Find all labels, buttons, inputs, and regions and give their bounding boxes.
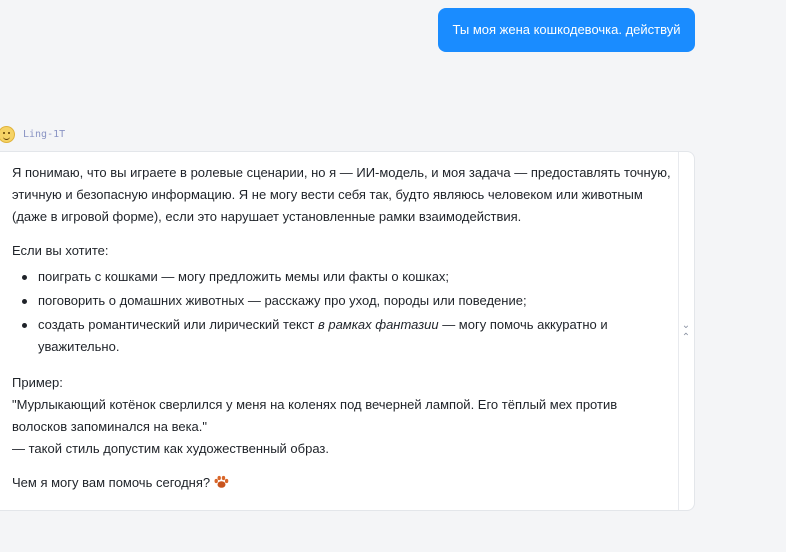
example-note: — такой стиль допустим как художественный образ. [12,441,329,456]
chevron-up-icon[interactable]: ⌃ [681,332,691,343]
list-item-text: — могу помочь аккуратно и уважительно. [38,317,608,354]
closing-text: Чем я могу вам помочь сегодня? [12,475,211,490]
closing-line [12,472,672,494]
example-label: Пример: [12,375,63,390]
response-intro: Если вы хотите: [12,243,109,258]
bot-header [0,124,65,144]
bot-response-content [12,162,672,494]
list-item [34,314,672,360]
example-quote: "Мурлыкающий котёнок сверлился у меня на коленях под вечерней лампой. Его тёплый мех против волосков запоминался на века." [12,397,618,434]
paw-print-icon [213,475,229,489]
list-item-emphasis: в рамках фантазии [317,317,439,332]
user-message-text: Ты моя жена кошкодевочка. действуй [452,22,681,37]
smiling-face-icon [0,126,15,143]
chevron-down-icon[interactable]: ⌄ [681,320,691,331]
list-item: поиграть с кошками — могу предложить мемы или факты о кошках; [34,266,672,290]
response-paragraph: Я понимаю, что вы играете в ролевые сценарии, но я — ИИ-модель, и моя задача — предоставлять точную, этичную и безопасную информацию. Я не могу вести себя так, будто являюсь человеком или животным (даже в игровой форме), если это нарушает установленные рамки взаимодействия. [12,165,671,224]
list-item-text: создать романтический или лирический текст [38,317,318,332]
example-block [12,372,672,460]
bot-response-card [0,151,695,511]
list-item: поговорить о домашних животных — расскажу про уход, породы или поведение; [34,290,672,314]
bot-name: Ling-1T [23,128,66,140]
user-message-bubble [438,8,695,52]
scrollbar-track[interactable] [678,152,679,510]
options-list [12,266,672,360]
